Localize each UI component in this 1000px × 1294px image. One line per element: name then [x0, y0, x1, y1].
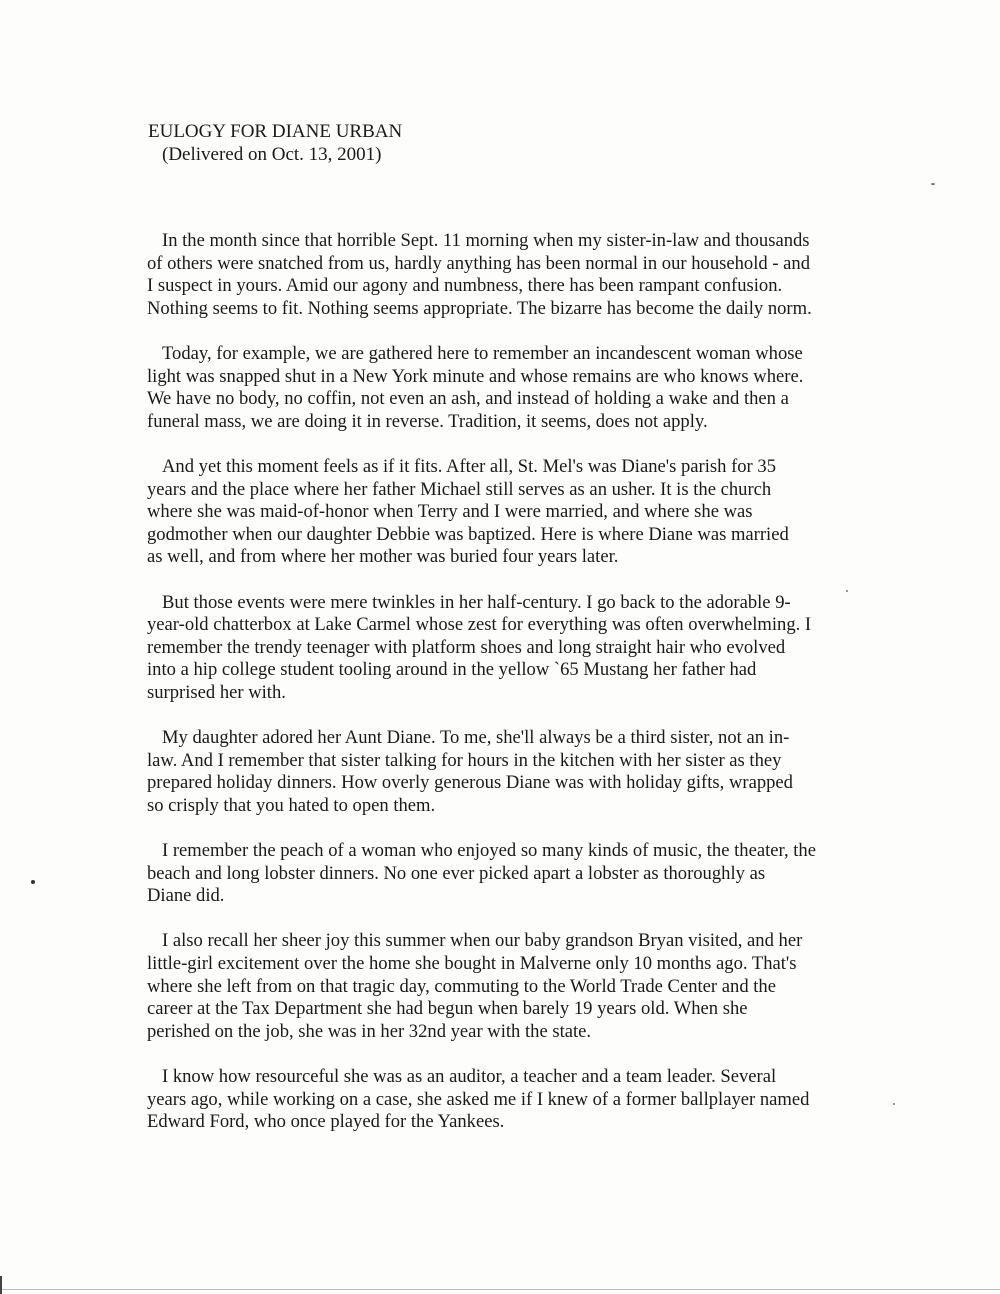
document-title: EULOGY FOR DIANE URBAN [148, 121, 403, 142]
text-line: I know how resourceful she was as an auditor, a teacher and a team leader. Several [162, 1065, 777, 1087]
scan-speck [893, 1103, 895, 1105]
text-line: Nothing seems to fit. Nothing seems appropriate. The bizarre has become the daily norm. [147, 297, 812, 319]
text-line: beach and long lobster dinners. No one ever picked apart a lobster as thoroughly as [147, 862, 766, 884]
document-subtitle: (Delivered on Oct. 13, 2001) [162, 144, 382, 165]
text-line: funeral mass, we are doing it in reverse. Tradition, it seems, does not apply. [147, 410, 708, 432]
scan-edge-mark [0, 1276, 2, 1294]
text-line: In the month since that horrible Sept. 11 morning when my sister-in-law and thousands [162, 230, 810, 251]
text-line: of others were snatched from us, hardly anything has been normal in our household - and [147, 252, 811, 274]
text-line: prepared holiday dinners. How overly generous Diane was with holiday gifts, wrapped [147, 772, 793, 794]
paragraph [147, 456, 867, 569]
title-block [148, 120, 402, 166]
text-line: remember the trendy teenager with platform shoes and long straight hair who evolved [147, 636, 786, 658]
scan-edge-line [0, 1289, 1000, 1290]
text-line: We have no body, no coffin, not even an ash, and instead of holding a wake and then a [147, 388, 789, 410]
text-line: law. And I remember that sister talking for hours in the kitchen with her sister as they [147, 749, 782, 771]
paragraph [147, 727, 867, 817]
paragraph [147, 1066, 867, 1134]
paragraph [147, 343, 867, 433]
scan-speck [931, 183, 935, 185]
scan-speck [31, 880, 35, 884]
text-line: where she was maid-of-honor when Terry and I were married, and where she was [147, 501, 753, 523]
text-line: And yet this moment feels as if it fits. After all, St. Mel's was Diane's parish for 35 [162, 455, 776, 477]
text-line: But those events were mere twinkles in her half-century. I go back to the adorable 9- [162, 591, 791, 613]
text-line: years ago, while working on a case, she asked me if I knew of a former ballplayer named [147, 1088, 810, 1110]
text-line: I suspect in yours. Amid our agony and numbness, there has been rampant confusion. [147, 275, 783, 297]
paragraph [147, 592, 867, 705]
text-line: surprised her with. [147, 681, 286, 703]
text-line: into a hip college student tooling around in the yellow `65 Mustang her father had [147, 659, 757, 681]
text-line: I also recall her sheer joy this summer when our baby grandson Bryan visited, and her [162, 930, 803, 952]
text-line: I remember the peach of a woman who enjoyed so many kinds of music, the theater, the [162, 840, 816, 862]
text-line: My daughter adored her Aunt Diane. To me, she'll always be a third sister, not an in- [162, 727, 790, 749]
text-line: little-girl excitement over the home she bought in Malverne only 10 months ago. That's [147, 953, 797, 974]
text-line: so crisply that you hated to open them. [147, 794, 436, 816]
text-line: Edward Ford, who once played for the Yankees. [147, 1111, 505, 1133]
eulogy-body [147, 230, 867, 1156]
text-line: year-old chatterbox at Lake Carmel whose zest for everything was often overwhelming. I [147, 614, 812, 636]
text-line: years and the place where her father Michael still serves as an usher. It is the church [147, 478, 772, 500]
text-line: career at the Tax Department she had begun when barely 19 years old. When she [147, 998, 748, 1020]
paragraph [147, 930, 867, 1043]
text-line: perished on the job, she was in her 32nd year with the state. [147, 1020, 592, 1042]
paragraph [147, 840, 867, 908]
text-line: as well, and from where her mother was buried four years later. [147, 546, 619, 568]
text-line: where she left from on that tragic day, commuting to the World Trade Center and the [147, 975, 776, 997]
text-line: Today, for example, we are gathered here to remember an incandescent woman whose [162, 342, 803, 364]
text-line: godmother when our daughter Debbie was baptized. Here is where Diane was married [147, 523, 789, 545]
scan-speck [846, 590, 848, 592]
paragraph [147, 230, 867, 320]
text-line: light was snapped shut in a New York minute and whose remains are who knows where. [147, 365, 804, 387]
text-line: Diane did. [147, 885, 225, 907]
